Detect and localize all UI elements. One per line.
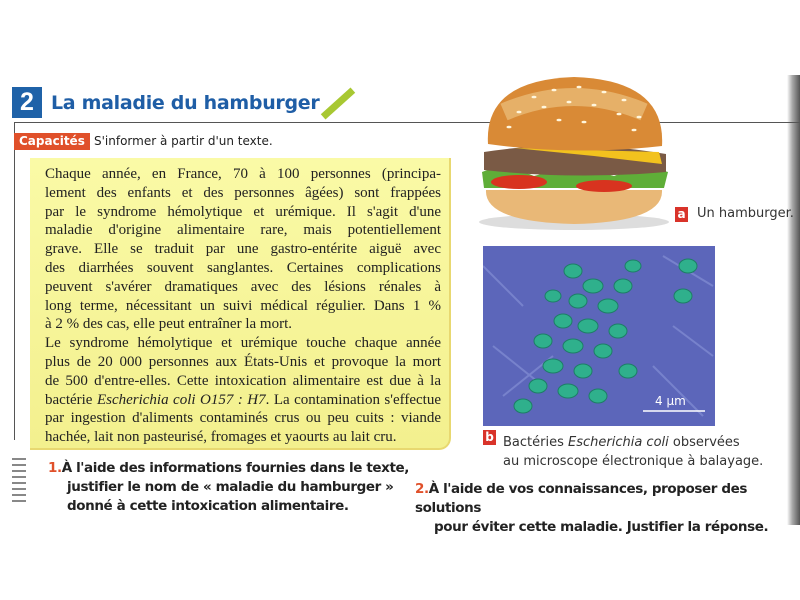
- text-line: lement des enfants et des personnes âgées) sont frappées: [45, 184, 441, 201]
- figure-caption-a: Un hamburger.: [697, 206, 794, 221]
- text-line: Le syndrome hémolytique et urémique touche chaque année: [45, 335, 441, 352]
- section-number: 2: [12, 87, 42, 118]
- species-name: Escherichia coli O157 : H7: [96, 391, 266, 408]
- figure-caption-b: [503, 433, 763, 471]
- question-2: [415, 480, 800, 537]
- caption-text: observées: [668, 435, 740, 450]
- text-line: de 500 d'entre-elles. Cette intoxication alimentaire est due à la: [45, 372, 441, 389]
- caption-species: Escherichia coli: [568, 435, 669, 450]
- document-text: [45, 165, 441, 447]
- figure-label-b: b: [483, 430, 496, 445]
- margin-marks: [12, 458, 26, 506]
- question-line: À l'aide de vos connaissances, proposer des solutions: [415, 481, 748, 516]
- title-rule: [14, 122, 800, 123]
- text-line: hachée, lait non pasteurisé, fromages et yaourts au lait cru.: [45, 429, 397, 446]
- hamburger-image: [474, 72, 674, 232]
- bacteria-micrograph-image: [483, 246, 715, 426]
- text-segment: bactérie: [45, 391, 97, 408]
- question-line: donné à cette intoxication alimentaire.: [67, 498, 349, 514]
- text-line: plus de 20 000 personnes aux États-Unis et provoque la mort: [45, 353, 441, 370]
- figure-label-a: a: [675, 207, 688, 222]
- question-1: [48, 459, 409, 516]
- highlighter-mark-icon: [321, 88, 355, 120]
- margin-rule: [14, 122, 15, 440]
- question-line: pour éviter cette maladie. Justifier la réponse.: [434, 519, 769, 535]
- capacites-text: S'informer à partir d'un texte.: [94, 134, 273, 148]
- text-line: par ingestion d'aliments contaminés crus ou peu cuits : viande: [45, 410, 441, 427]
- scale-bar-label: 4 µm: [655, 394, 686, 408]
- text-line: long terme, nécessitant un suivi médical régulier. Dans 1 %: [45, 297, 441, 314]
- text-line: des diarrhées souvent sanglantes. Certaines complications: [45, 259, 441, 276]
- capacites-badge: Capacités: [14, 133, 90, 150]
- question-line: justifier le nom de « maladie du hamburger »: [67, 479, 394, 495]
- page-binding-shadow: [787, 75, 800, 525]
- text-line: peuvent s'avérer dramatiques avec des lésions rénales à: [45, 278, 441, 295]
- section-title: La maladie du hamburger: [51, 92, 320, 114]
- text-line: [45, 391, 441, 410]
- question-number: 2.: [415, 481, 429, 497]
- caption-text: Bactéries: [503, 435, 568, 450]
- caption-line-2: au microscope électronique à balayage.: [503, 454, 764, 469]
- question-line: À l'aide des informations fournies dans le texte,: [61, 460, 409, 476]
- question-number: 1.: [48, 460, 62, 476]
- text-line: à 2 % des cas, elle peut entraîner la mort.: [45, 316, 292, 333]
- text-segment: . La contamination s'effectue: [265, 391, 441, 408]
- text-line: Chaque année, en France, 70 à 100 personnes (principa-: [45, 166, 441, 182]
- text-line: maladie d'origine alimentaire rare, mais potentiellement: [45, 222, 441, 239]
- text-line: grave. Elle se traduit par une gastro-entérite aiguë avec: [45, 241, 441, 258]
- text-line: par le syndrome hémolytique et urémique. Il s'agit d'une: [45, 203, 441, 220]
